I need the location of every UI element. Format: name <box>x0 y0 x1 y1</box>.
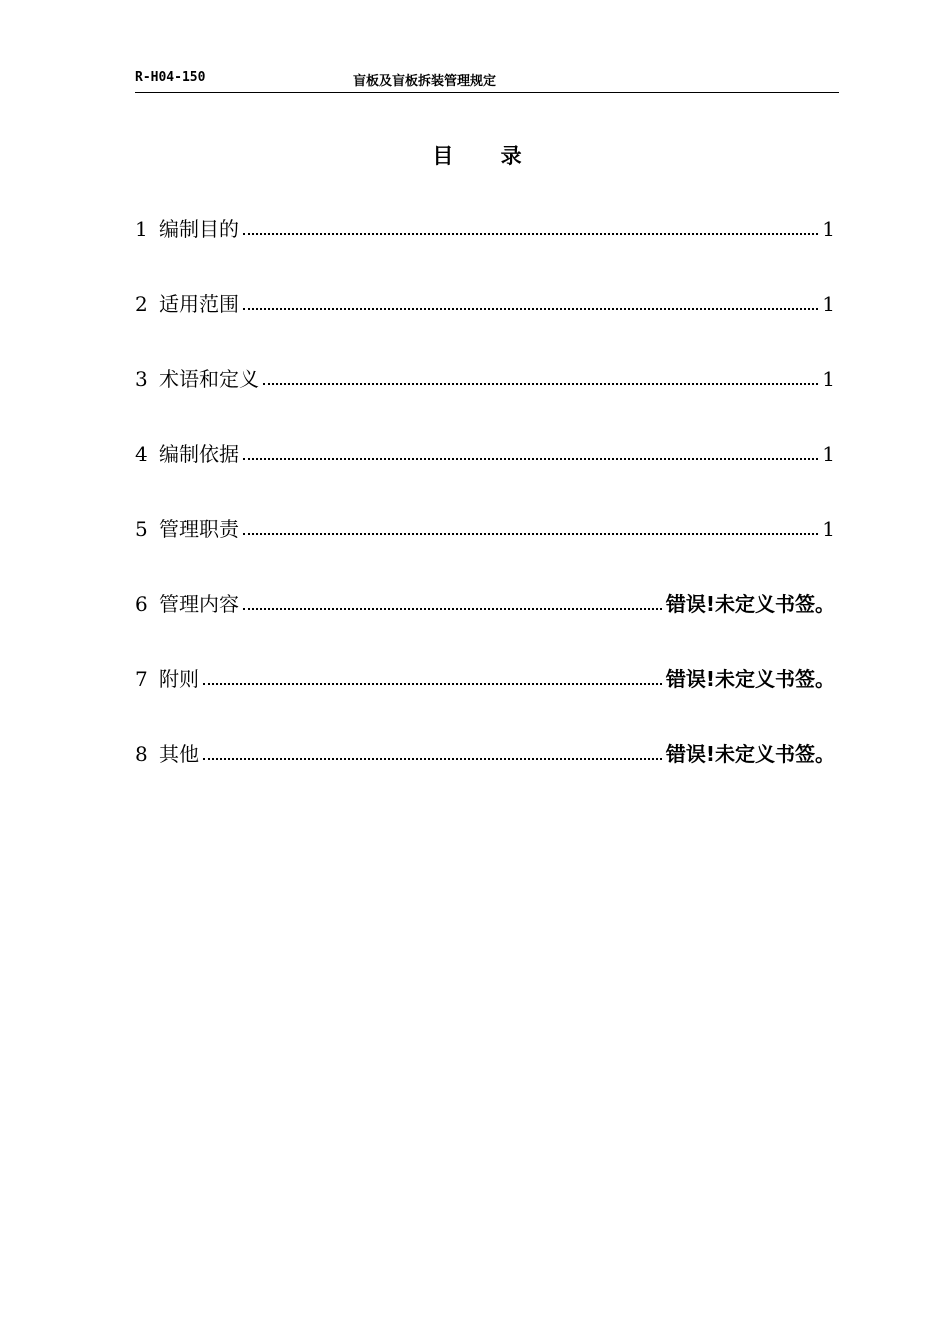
toc-title: 目 录 <box>432 144 542 168</box>
toc-entry-number: 4 <box>135 442 148 466</box>
dot-leader <box>243 233 818 235</box>
toc-entry-page-error[interactable]: 错误!未定义书签。 <box>665 742 835 766</box>
toc-entry[interactable] <box>135 362 835 394</box>
toc-entry[interactable] <box>135 737 835 769</box>
toc-entry-page-error[interactable]: 错误!未定义书签。 <box>665 667 835 691</box>
toc-entry-number: 5 <box>135 517 148 541</box>
toc-entry-number: 8 <box>135 742 148 766</box>
dot-leader <box>243 458 818 460</box>
dot-leader <box>243 608 662 610</box>
document-code: R-H04-150 <box>135 70 206 85</box>
toc-entry-number: 3 <box>135 367 148 391</box>
dot-leader <box>203 758 662 760</box>
toc-entry[interactable] <box>135 287 835 319</box>
toc-entry[interactable] <box>135 662 835 694</box>
table-of-contents <box>135 212 835 812</box>
dot-leader <box>243 308 818 310</box>
toc-entry-label[interactable]: 术语和定义 <box>159 367 259 391</box>
page-header <box>135 68 839 93</box>
dot-leader <box>243 533 818 535</box>
toc-entry[interactable] <box>135 212 835 244</box>
toc-entry-label[interactable]: 编制依据 <box>159 442 239 466</box>
toc-entry-number: 1 <box>135 217 148 241</box>
toc-entry-page[interactable]: 1 <box>822 292 835 316</box>
toc-entry-label[interactable]: 适用范围 <box>159 292 239 316</box>
toc-entry-label[interactable]: 附则 <box>159 667 199 691</box>
dot-leader <box>263 383 818 385</box>
toc-entry-page[interactable]: 1 <box>822 517 835 541</box>
toc-entry[interactable] <box>135 512 835 544</box>
document-title: 盲板及盲板拆装管理规定 <box>353 74 497 89</box>
toc-entry-page-error[interactable]: 错误!未定义书签。 <box>665 592 835 616</box>
toc-entry-page[interactable]: 1 <box>822 367 835 391</box>
toc-entry-number: 2 <box>135 292 148 316</box>
toc-entry[interactable] <box>135 437 835 469</box>
toc-entry-page[interactable]: 1 <box>822 442 835 466</box>
toc-entry-label[interactable]: 管理内容 <box>159 592 239 616</box>
toc-entry[interactable] <box>135 587 835 619</box>
toc-entry-label[interactable]: 其他 <box>159 742 199 766</box>
toc-entry-label[interactable]: 编制目的 <box>159 217 239 241</box>
toc-entry-label[interactable]: 管理职责 <box>159 517 239 541</box>
dot-leader <box>203 683 662 685</box>
toc-entry-number: 7 <box>135 667 148 691</box>
toc-entry-number: 6 <box>135 592 148 616</box>
toc-entry-page[interactable]: 1 <box>822 217 835 241</box>
